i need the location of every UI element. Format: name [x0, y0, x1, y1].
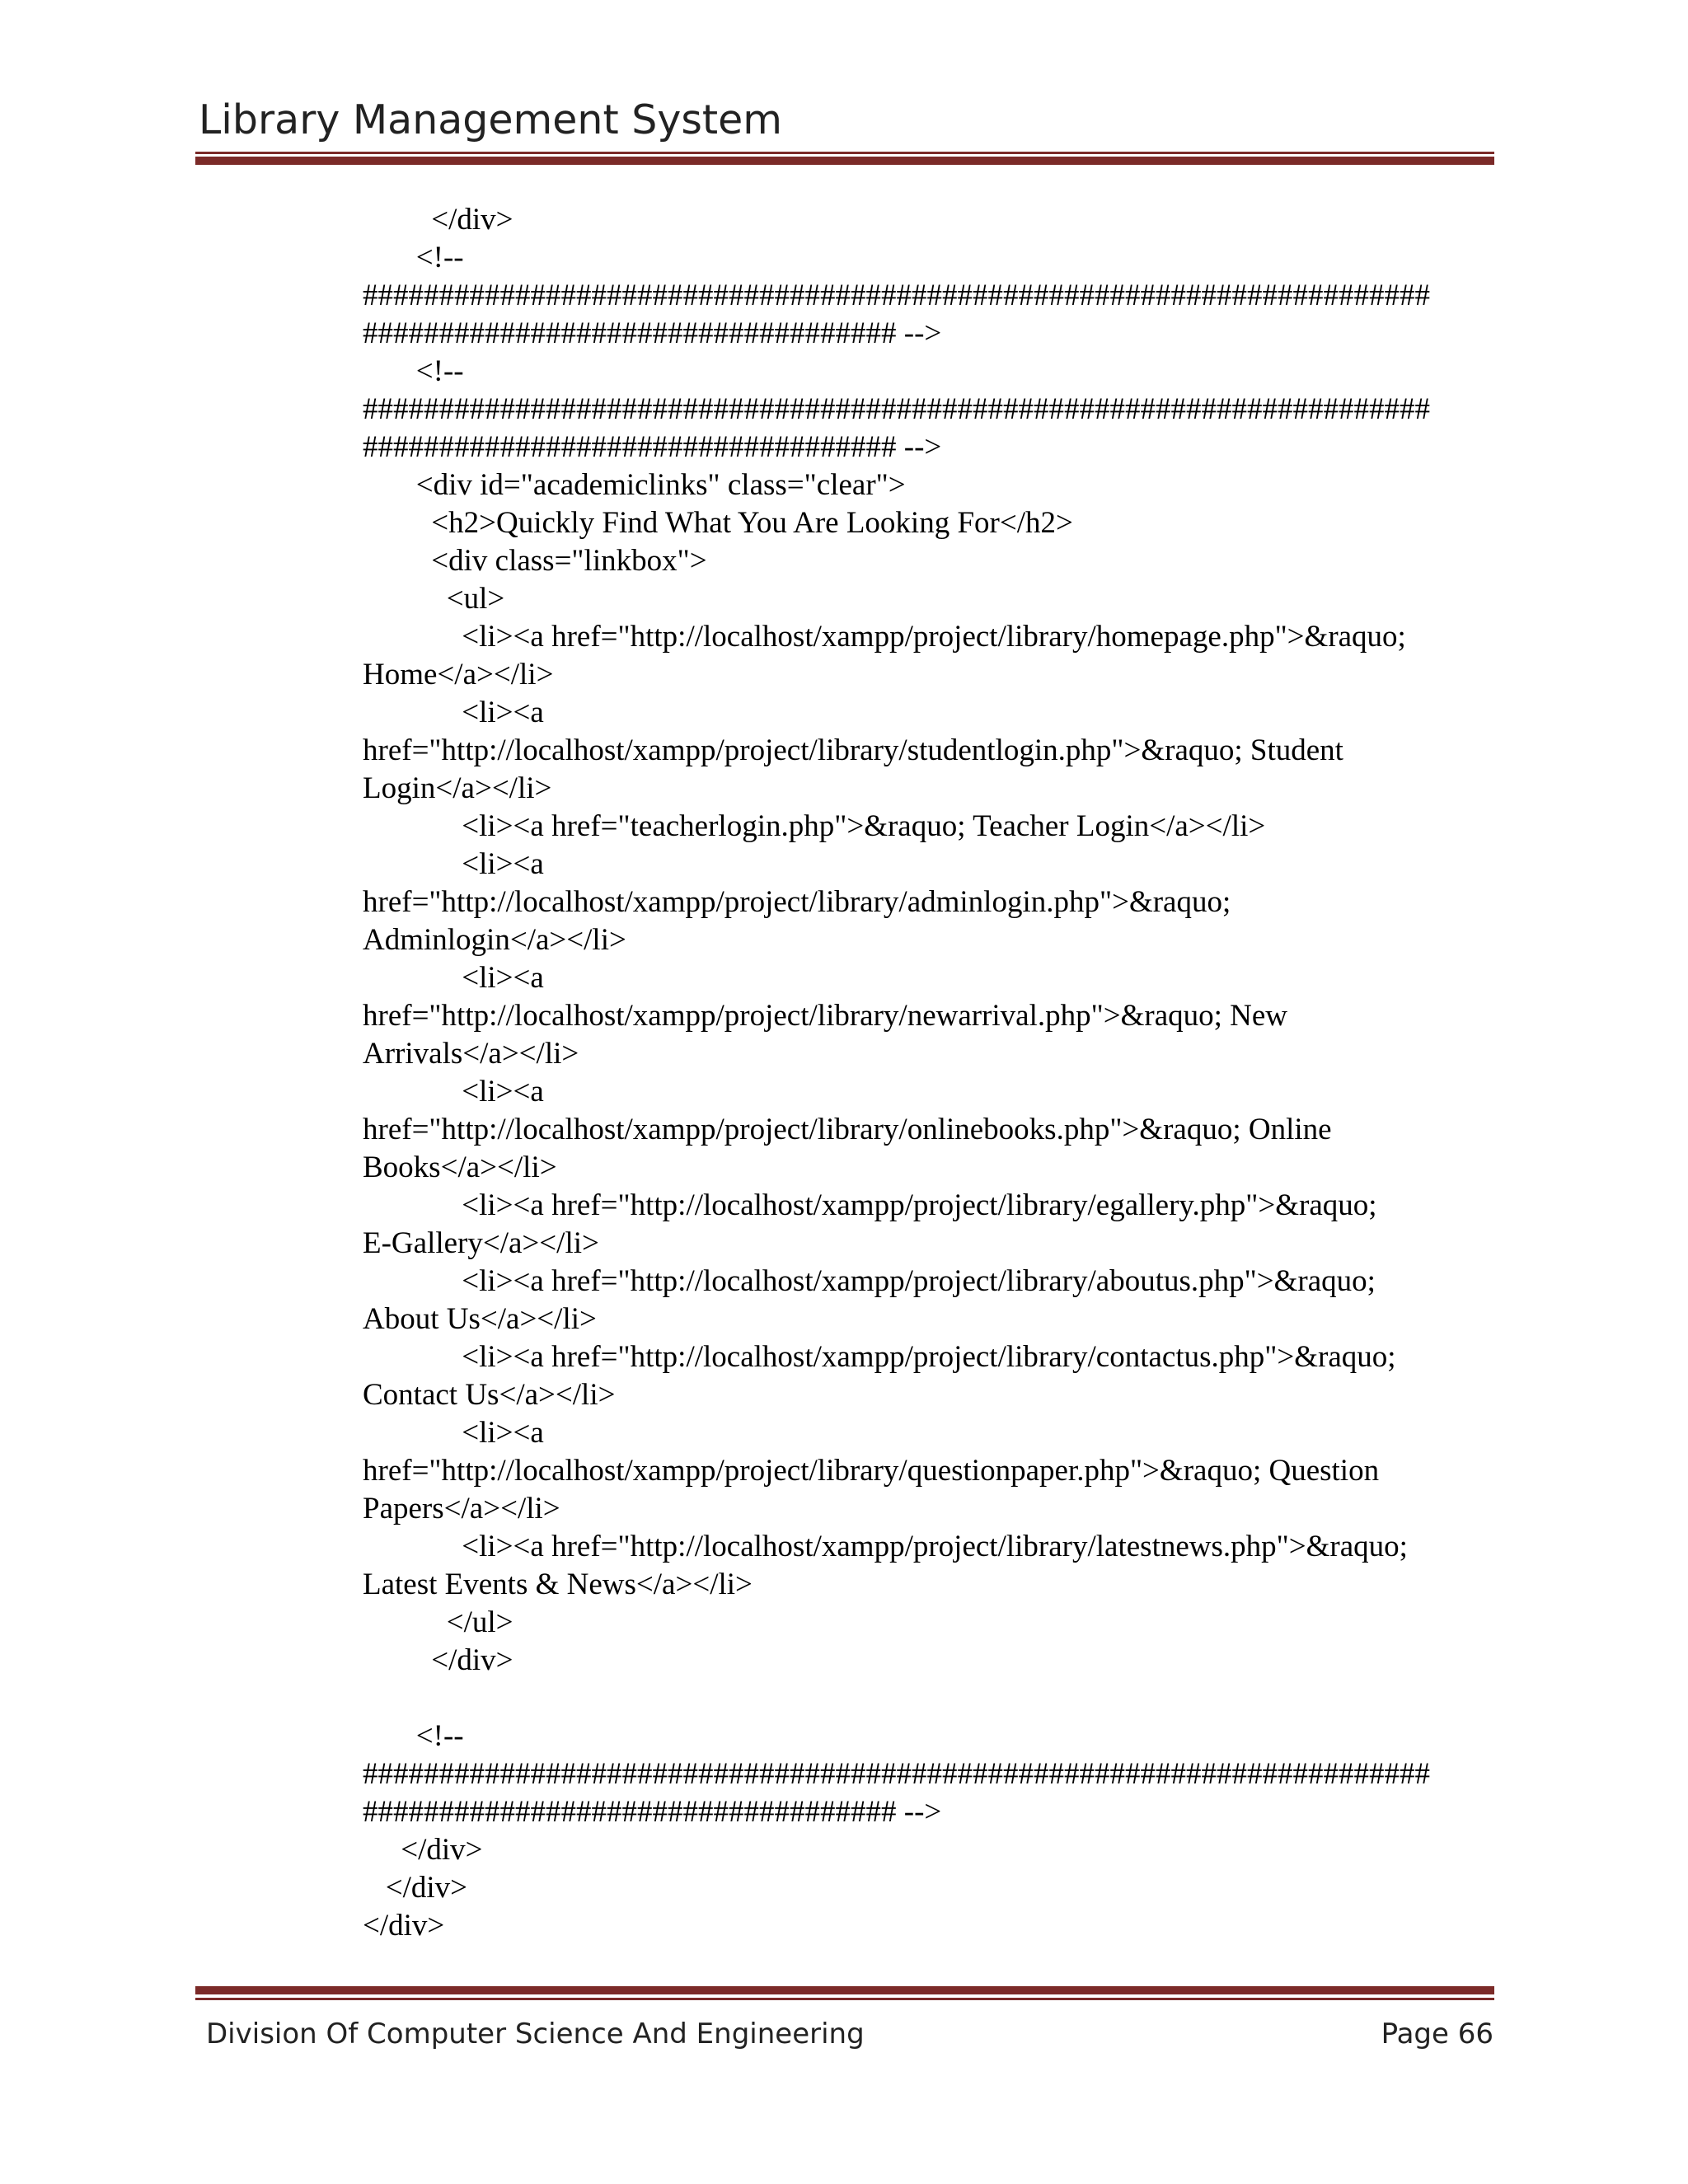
code-line: E-Gallery</a></li>	[363, 1226, 599, 1260]
code-line: <li><a	[363, 847, 544, 881]
footer-division: Division Of Computer Science And Engineering	[206, 2018, 865, 2050]
page-header-title: Library Management System	[199, 96, 782, 143]
code-line: href="http://localhost/xampp/project/library/newarrival.php">&raquo; New	[363, 999, 1288, 1033]
code-line: </div>	[363, 1833, 483, 1867]
code-line: Latest Events & News</a></li>	[363, 1568, 753, 1601]
code-line: Adminlogin</a></li>	[363, 923, 626, 957]
code-line: <li><a	[363, 1416, 544, 1450]
code-line: Contact Us</a></li>	[363, 1378, 616, 1412]
code-line: About Us</a></li>	[363, 1302, 597, 1336]
code-line: <div id="academiclinks" class="clear">	[363, 468, 906, 502]
code-line: <ul>	[363, 582, 505, 616]
code-line: ################################### -->	[363, 430, 942, 464]
code-line: href="http://localhost/xampp/project/library/questionpaper.php">&raquo; Question	[363, 1454, 1380, 1488]
code-line: <h2>Quickly Find What You Are Looking For</h2>	[363, 506, 1073, 540]
code-line: <li><a	[363, 696, 544, 729]
code-line: ################################### -->	[363, 1795, 942, 1829]
code-line: </div>	[363, 1909, 445, 1943]
code-line: <li><a	[363, 961, 544, 995]
code-line: </div>	[363, 1871, 468, 1905]
code-line: <li><a href="http://localhost/xampp/project/library/homepage.php">&raquo;	[363, 620, 1406, 654]
code-line: </div>	[363, 203, 513, 237]
code-line	[363, 1680, 1500, 1718]
code-line: </div>	[363, 1643, 513, 1677]
code-listing	[363, 201, 1500, 1945]
code-line: href="http://localhost/xampp/project/library/studentlogin.php">&raquo; Student	[363, 733, 1343, 767]
code-line: <li><a href="http://localhost/xampp/project/library/aboutus.php">&raquo;	[363, 1264, 1376, 1298]
header-rule-thin	[195, 152, 1494, 154]
header-rule-thick	[195, 157, 1494, 165]
code-line: <li><a href="http://localhost/xampp/project/library/egallery.php">&raquo;	[363, 1188, 1377, 1222]
code-line: <li><a href="teacherlogin.php">&raquo; Teacher Login</a></li>	[363, 809, 1266, 843]
footer-page-number: Page 66	[1381, 2018, 1493, 2050]
code-line: href="http://localhost/xampp/project/library/onlinebooks.php">&raquo; Online	[363, 1113, 1332, 1146]
code-line: <!--	[363, 241, 464, 274]
code-line: Books</a></li>	[363, 1151, 557, 1184]
code-line: <li><a href="http://localhost/xampp/project/library/latestnews.php">&raquo;	[363, 1530, 1408, 1563]
code-line: ######################################################################	[363, 279, 1430, 312]
code-line: ################################### -->	[363, 316, 942, 350]
footer-rule-thick	[195, 1986, 1494, 1994]
code-line: ######################################################################	[363, 1757, 1430, 1791]
code-line: <li><a	[363, 1075, 544, 1108]
code-line: <div class="linkbox">	[363, 544, 707, 578]
code-line: href="http://localhost/xampp/project/library/adminlogin.php">&raquo;	[363, 885, 1231, 919]
code-line: <li><a href="http://localhost/xampp/project/library/contactus.php">&raquo;	[363, 1340, 1396, 1374]
footer-rule-thin	[195, 1998, 1494, 2000]
code-line: Home</a></li>	[363, 658, 554, 691]
code-line: Arrivals</a></li>	[363, 1037, 579, 1071]
code-line: Papers</a></li>	[363, 1492, 560, 1526]
code-line: ######################################################################	[363, 392, 1430, 426]
code-line: </ul>	[363, 1605, 513, 1639]
code-line: Login</a></li>	[363, 771, 552, 805]
code-line: <!--	[363, 1719, 464, 1753]
code-line: <!--	[363, 354, 464, 388]
